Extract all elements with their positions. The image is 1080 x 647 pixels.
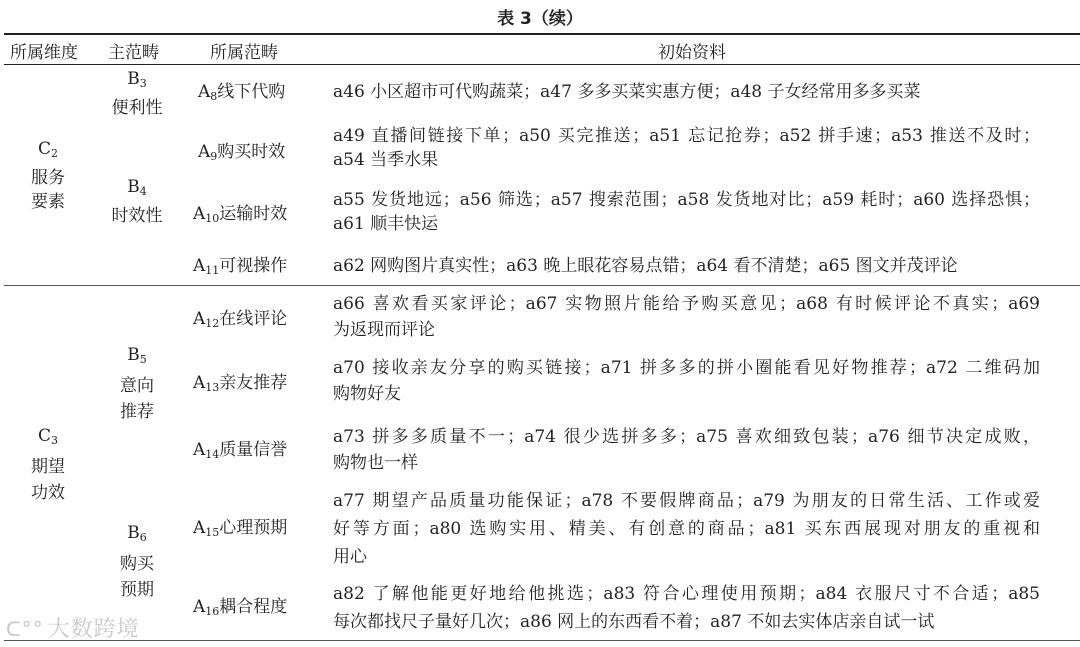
material-a12: a66 喜欢看买家评论；a67 实物照片能给予购买意见；a68 有时候评论不真实；a69 为返现而评论 [333, 294, 1040, 340]
category-a12: $A_{12}$在线评论 [193, 309, 288, 330]
category-a9: $A_9$购买时效 [198, 142, 286, 163]
dimension-c3: $C_3$ 期望 功效 [31, 426, 65, 503]
header-rule [4, 64, 1080, 65]
material-a13: a70 接收亲友分享的购买链接；a71 拼多多的拼小圈能看见好物推荐；a72 二维码加 购物好友 [333, 358, 1040, 404]
main-category-b3: $B_3$ 便利性 [111, 69, 163, 118]
category-a11: $A_{11}$可视操作 [193, 256, 288, 277]
header-main-category: 主范畴 [108, 43, 159, 63]
material-a9: a49 直播间链接下单；a50 买完推送；a51 忘记抢券；a52 拼手速；a53 推送不及时； a54 当季水果 [333, 126, 1040, 170]
material-a10: a55 发货地远；a56 筛选；a57 搜索范围；a58 发货地对比；a59 耗时；a60 选择恐惧； a61 顺丰快运 [333, 190, 1040, 234]
category-a8: $A_8$线下代购 [198, 82, 286, 103]
category-a16: $A_{16}$耦合程度 [193, 597, 288, 618]
category-a14: $A_{14}$质量信誉 [193, 440, 288, 461]
table-title: 表 3（续） [497, 9, 583, 29]
category-a13: $A_{13}$亲友推荐 [193, 373, 288, 394]
watermark-logo-icon: ᑕ°° [6, 617, 44, 641]
category-a10: $A_{10}$运输时效 [193, 204, 288, 225]
main-category-b6: $B_6$ 购买 预期 [120, 523, 154, 600]
header-initial-material: 初始资料 [658, 43, 726, 63]
material-a8: a46 小区超市可代购蔬菜；a47 多多买菜实惠方便；a48 子女经常用多多买菜 [333, 82, 921, 102]
top-rule [4, 33, 1080, 35]
bottom-rule [4, 640, 1080, 641]
main-category-b5: $B_5$ 意向 推荐 [120, 345, 154, 422]
material-a11: a62 网购图片真实性；a63 晚上眼花容易点错；a64 看不清楚；a65 图文并茂评论 [333, 256, 958, 276]
dimension-c2: $C_2$ 服务 要素 [31, 139, 65, 212]
material-a14: a73 拼多多质量不一；a74 很少选拼多多；a75 喜欢细致包装；a76 细节决定成败， 购物也一样 [333, 427, 1040, 473]
header-category: 所属范畴 [210, 43, 278, 63]
material-a15: a77 期望产品质量功能保证；a78 不要假牌商品；a79 为朋友的日常生活、工作或爱 好等方面；a80 选购实用、精美、有创意的商品；a81 买东西展现对朋友的重视和 用心 [333, 491, 1040, 567]
category-a15: $A_{15}$心理预期 [193, 518, 288, 539]
group-divider [4, 285, 1080, 286]
header-dimension: 所属维度 [10, 43, 78, 63]
main-category-b4: $B_4$ 时效性 [111, 177, 163, 226]
watermark: ᑕ°° 大数跨境 [6, 617, 140, 642]
material-a16: a82 了解他能更好地给他挑选；a83 符合心理使用预期；a84 衣服尺寸不合适；a85 每次都找尺子量好几次；a86 网上的东西看不着；a87 不如去实体店亲自试一试 [333, 584, 1040, 632]
